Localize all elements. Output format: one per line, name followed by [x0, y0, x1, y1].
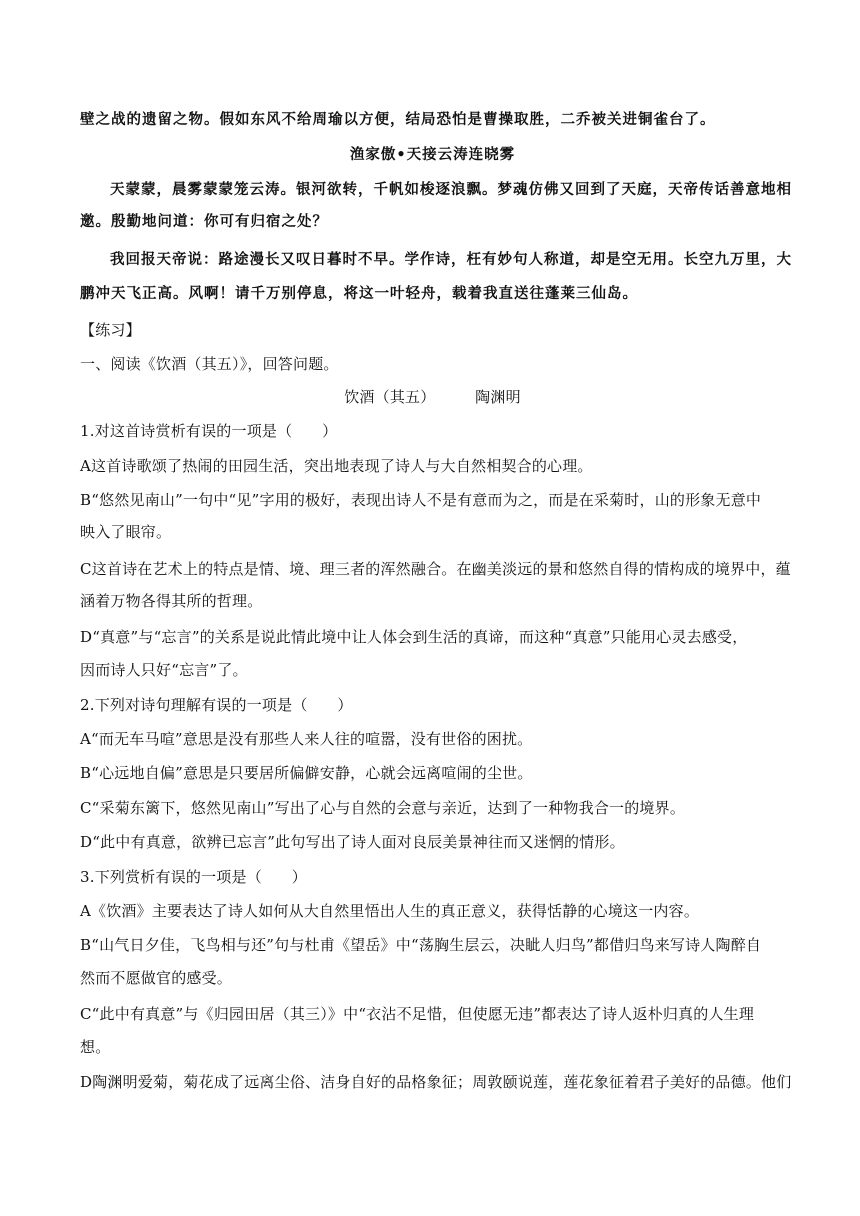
- option-line: C这首诗在艺术上的特点是情、境、理三者的浑然融合。在幽美淡远的景和悠然自得的情构成的境界中，蕴: [80, 560, 791, 578]
- option-line: B“山气日夕佳，飞鸟相与还”句与杜甫《望岳》中“荡胸生层云，决眦人归鸟”都借归鸟来写诗人陶醉自: [80, 936, 762, 954]
- option-line: A《饮酒》主要表达了诗人如何从大自然里悟出人生的真正意义，获得恬静的心境这一内容。: [80, 902, 700, 920]
- section-heading-practice: 【练习】: [80, 321, 141, 339]
- option-line: 因而诗人只好“忘言”了。: [80, 661, 248, 679]
- option-line: A这首诗歌颂了热闹的田园生活，突出地表现了诗人与大自然相契合的心理。: [80, 457, 593, 475]
- option-line: C“此中有真意”与《归园田居（其三）》中“衣沾不足惜，但使愿无违”都表达了诗人返朴归真的人生理: [80, 1005, 755, 1023]
- poem-title: 渔家傲•天接云涛连晓雾: [349, 146, 516, 163]
- option-line: B“心远地自偏”意思是只要居所偏僻安静，心就会远离喧闹的尘世。: [80, 764, 533, 782]
- poem-heading: 饮酒（其五） 陶渊明: [344, 388, 521, 406]
- option-line: B“悠然见南山”一句中“见”字用的极好，表现出诗人不是有意而为之，而是在采菊时，山的形象无意中: [80, 491, 762, 509]
- option-line: D陶渊明爱菊，菊花成了远离尘俗、洁身自好的品格象征；周敦颐说莲，莲花象征着君子美好的品德。他们: [80, 1073, 792, 1091]
- option-line: D“真意”与“忘言”的关系是说此情此境中让人体会到生活的真谛，而这种“真意”只能用心灵去感受，: [80, 628, 748, 646]
- option-line: 涵着万物各得其所的哲理。: [80, 592, 263, 610]
- question-group-intro: 一、阅读《饮酒（其五）》，回答问题。: [80, 355, 339, 373]
- option-line: 然而不愿做官的感受。: [80, 969, 233, 987]
- paragraph-line: 壁之战的遗留之物。假如东风不给周瑜以方便，结局恐怕是曹操取胜，二乔被关进铜雀台了。: [80, 111, 716, 128]
- option-line: C“采菊东篱下，悠然见南山”写出了心与自然的会意与亲近，达到了一种物我合一的境界。: [80, 799, 686, 817]
- paragraph-line: 我回报天帝说：路途漫长又叹日暮时不早。学作诗，枉有妙句人称道，却是空无用。长空九万里，大: [110, 251, 792, 268]
- question-3: 3.下列赏析有误的一项是（ ）: [80, 868, 307, 886]
- option-line: A“而无车马喧”意思是没有那些人来人往的喧嚣，没有世俗的困扰。: [80, 730, 533, 748]
- option-line: D“此中有真意，欲辨已忘言”此句写出了诗人面对良辰美景神往而又迷惘的情形。: [80, 833, 625, 851]
- paragraph-line: 邀。殷勤地问道：你可有归宿之处？: [80, 213, 328, 230]
- question-2: 2.下列对诗句理解有误的一项是（ ）: [80, 696, 353, 714]
- option-line: 映入了眼帘。: [80, 523, 172, 541]
- option-line: 想。: [80, 1038, 111, 1056]
- paragraph-line: 鹏冲天飞正高。风啊！请千万别停息，将这一叶轻舟，载着我直送往蓬莱三仙岛。: [80, 285, 638, 302]
- paragraph-line: 天蒙蒙，晨雾蒙蒙笼云涛。银河欲转，千帆如梭逐浪飘。梦魂仿佛又回到了天庭，天帝传话善意地相: [110, 181, 792, 198]
- question-1: 1.对这首诗赏析有误的一项是（ ）: [80, 422, 338, 440]
